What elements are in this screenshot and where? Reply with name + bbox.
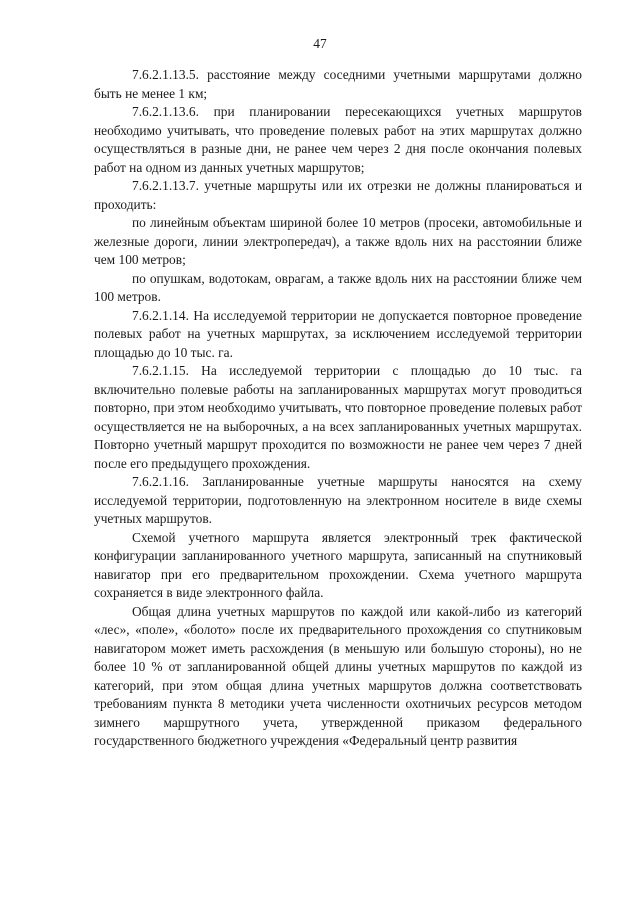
paragraph-7-6-2-1-13-5: 7.6.2.1.13.5. расстояние между соседними учетными маршрутами должно быть не менее 1 км; [94,67,582,101]
paragraph-7-6-2-1-13-7: 7.6.2.1.13.7. учетные маршруты или их отрезки не должны планироваться и проходить: [94,178,582,212]
page-number: 47 [313,36,327,51]
paragraph-7-6-2-1-14: 7.6.2.1.14. На исследуемой территории не допускается повторное проведение полевых работ на учетных маршрутах, за исключением исследуемой территории площадью до 10 тыс. га. [94,307,582,360]
paragraph-total-length: Общая длина учетных маршрутов по каждой или какой-либо из категорий «лес», «поле», «болото» после их предварительного прохождения со спутниковым навигатором может иметь расхождения (в меньшую или большую стороны), но не более 10 % от запланированной общей длины учетных маршрутов по каждой из категорий, при этом общая длина учетных маршрутов должна соответствовать требованиям пункта 8 методики учета численности охотничьих ресурсов методом зимнего маршрутного учета, утвержденной приказом федерального государственного бюджетного учреждения «Федеральный центр развития [94,603,582,748]
paragraph-7-6-2-1-15: 7.6.2.1.15. На исследуемой территории с площадью до 10 тыс. га включительно полевые работы на запланированных маршрутах могут проводиться повторно, при этом необходимо учитывать, что повторное проведение полевых работ осуществляется не на выборочных, а на всех запланированных учетных маршрутах. Повторно учетный маршрут проходится по возможности не ранее чем через 7 дней после его предыдущего прохождения. [94,363,582,471]
paragraph-7-6-2-1-13-6: 7.6.2.1.13.6. при планировании пересекающихся учетных маршрутов необходимо учитывать, что проведение полевых работ на этих маршрутах должно осуществляться в разные дни, не ранее чем через 2 дня после окончания полевых работ на одном из данных учетных маршрутов; [94,104,582,175]
paragraph-route-scheme: Схемой учетного маршрута является электронный трек фактической конфигурации запланированного учетного маршрута, записанный на спутниковый навигатор при его предварительном прохождении. Схема учетного маршрута сохраняется в виде электронного файла. [94,529,582,600]
paragraph-7-6-2-1-16: 7.6.2.1.16. Запланированные учетные маршруты наносятся на схему исследуемой территории, подготовленную на электронном носителе в виде схемы учетных маршрутов. [94,474,582,526]
paragraph-linear-objects: по линейным объектам шириной более 10 метров (просеки, автомобильные и железные дороги, линии электропередач), а также вдоль них на расстоянии ближе чем 100 метров; [94,215,582,267]
paragraph-forest-edges: по опушкам, водотокам, оврагам, а также вдоль них на расстоянии ближе чем 100 метров. [94,270,582,304]
document-body [94,66,582,751]
